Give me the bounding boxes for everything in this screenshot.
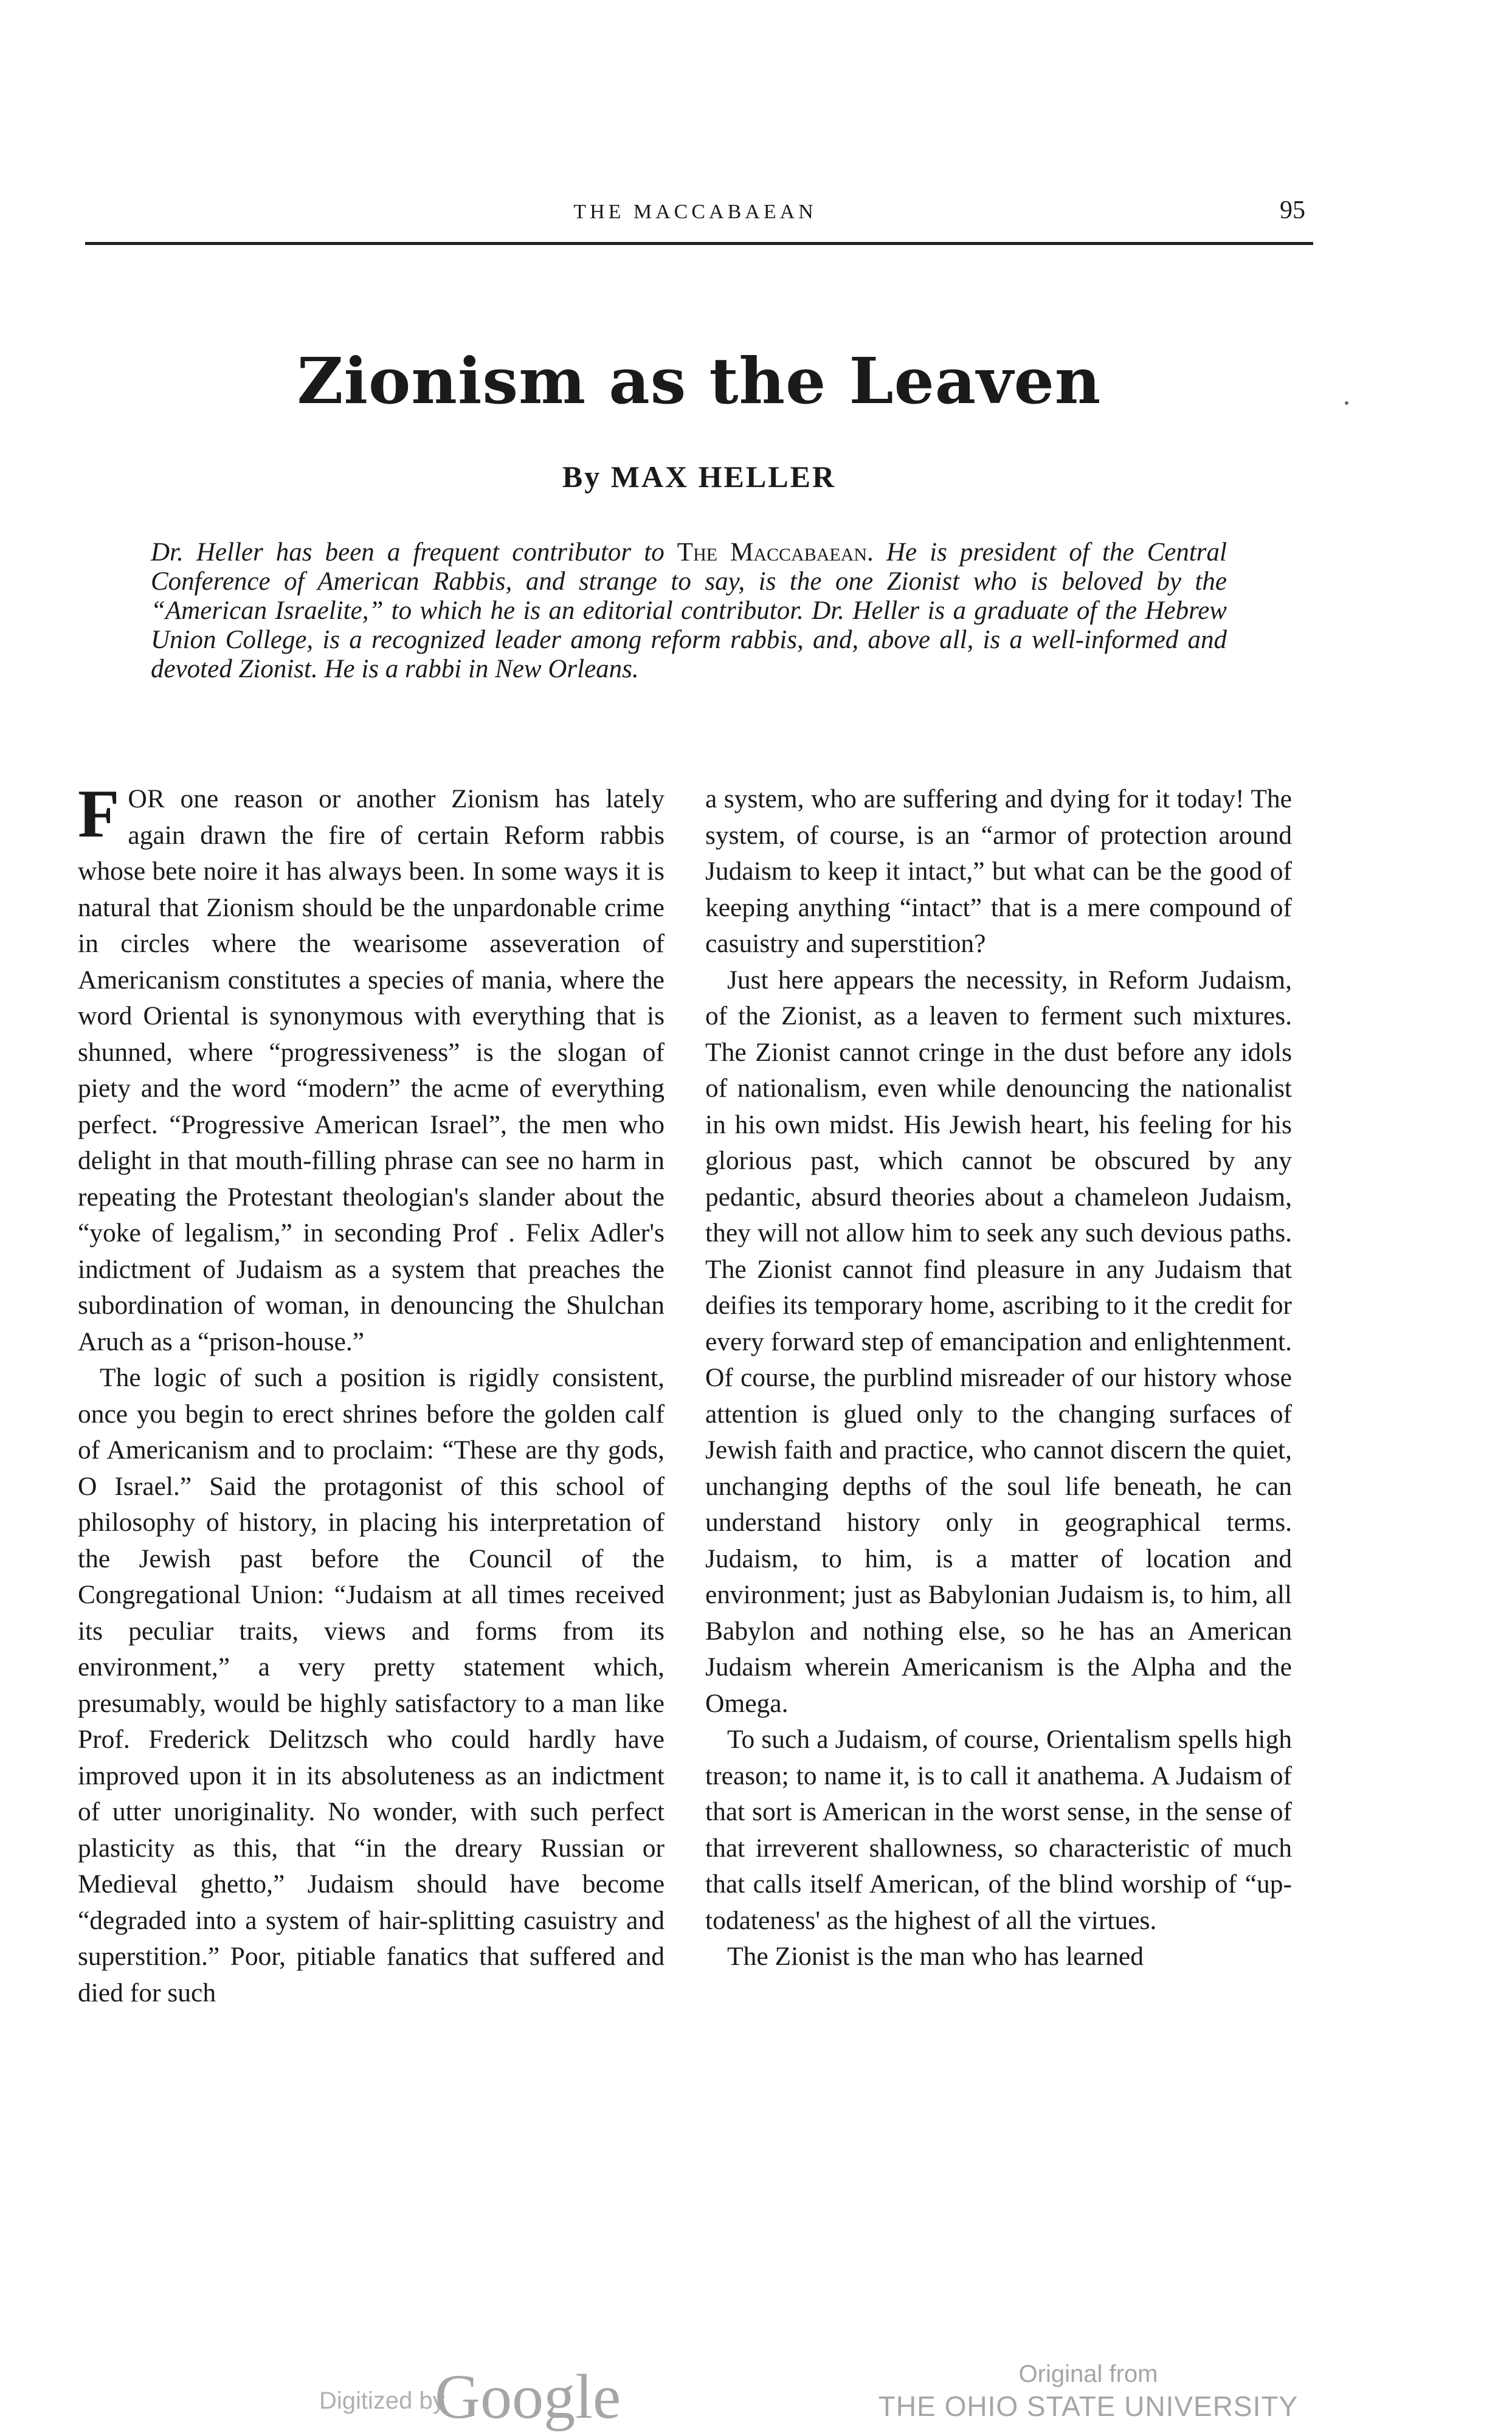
page-number: 95 — [1280, 196, 1305, 224]
drop-cap: F — [78, 776, 120, 852]
digitized-by-watermark — [319, 2356, 623, 2432]
byline: By MAX HELLER — [562, 460, 837, 494]
header-rule — [85, 242, 1313, 245]
editorial-intro — [151, 538, 1227, 684]
paragraph-1-text: OR one reason or another Zionism has lately again drawn the fire of certain Reform rabbis whose bete noire it has always been. In some ways it is natural that Zionism should be the unpardonable crime in circles where the wearisome asseveration of Americanism constitutes a species of mania, where the word Oriental is synonymous with everything that is shunned, where “progressiveness” is the slogan of piety and the word “modern” the acme of everything perfect. “Progressive American Israel”, the men who delight in that mouth-filling phrase can see no harm in repeating the Protestant theologian's slander about the “yoke of legalism,” in seconding Prof . Felix Adler's indictment of Judaism as a system that preaches the subordination of woman, in denouncing the Shulchan Aruch as a “prison-house.” — [78, 784, 665, 1356]
running-title: THE MACCABAEAN — [573, 201, 817, 223]
digitized-by-label: Digitized by — [319, 2387, 445, 2414]
university-label: THE OHIO STATE UNIVERSITY — [878, 2390, 1299, 2422]
paragraph-4: To such a Judaism, of course, Orientalism spells high treason; to name it, is to call it anathema. A Judaism of that sort is American in the worst sense, in the sense of that irreverent shallowness, so characteristic of much that calls itself American, of the blind worship of “up-todateness' as the highest of all the virtues. — [705, 1725, 1292, 1935]
article-title: Zionism as the Leaven — [297, 343, 1102, 418]
paragraph-1 — [78, 776, 665, 1360]
original-from-label: Original from — [1018, 2361, 1158, 2387]
source-watermark — [875, 2359, 1301, 2423]
paragraph-2: The logic of such a position is rigidly consistent, once you begin to erect shrines before the golden calf of Americanism and to proclaim: “These are thy gods, O Israel.” Said the protagonist of this school of philosophy of history, in placing his interpretation of the Jewish past before the Council of the Congregational Union: “Judaism at all times received its peculiar traits, views and forms from its environment,” a very pretty statement which, presumably, would be highly satisfactory to a man like Prof. Frederick Delitzsch who could hardly have improved upon it in its absoluteness as an indictment of utter unoriginality. No wonder, with such perfect plasticity as this, that “in the dreary Russian or Medieval ghetto,” Judaism should have become “degraded into a system of hair-splitting casuistry and superstition.” Poor, pitiable fanatics that suffered and died for such — [78, 1363, 665, 2007]
running-head — [85, 196, 1305, 237]
paragraph-5: The Zionist is the man who has learned — [727, 1942, 1144, 1971]
intro-text-2: He is president of the Central Conference of American Rabbis, and strange to say, is the one Zionist who is beloved by the “American Israelite,” to which he is an editorial contributor. Dr. Heller is a graduate of the Hebrew Union College, is a recognized leader among reform rabbis, and, above all, is a well-informed and devoted Zionist. He is a rabbi in New Orleans. — [151, 538, 1227, 683]
publication-name: The Maccabaean. — [677, 538, 874, 567]
google-logo: Google — [435, 2362, 621, 2432]
stray-mark — [1345, 401, 1348, 405]
left-column — [78, 776, 665, 2011]
intro-text-1: Dr. Heller has been a frequent contributor to — [151, 538, 677, 567]
paragraph-continued: a system, who are suffering and dying for it today! The system, of course, is an “armor of protection around Judaism to keep it intact,” but what can be the good of keeping anything “intact” that is a mere compound of casuistry and superstition? — [705, 784, 1292, 958]
paragraph-3: Just here appears the necessity, in Reform Judaism, of the Zionist, as a leaven to ferment such mixtures. The Zionist cannot cringe in the dust before any idols of nationalism, even while denouncing the nationalist in his own midst. His Jewish heart, his feeling for his glorious past, which cannot be obscured by any pedantic, absurd theories about a chameleon Judaism, they will not allow him to seek any such devious paths. The Zionist cannot find pleasure in any Judaism that deifies its temporary home, ascribing to it the credit for every forward step of emancipation and enlightenment. Of course, the purblind misreader of our history whose attention is glued only to the changing surfaces of Jewish faith and practice, who cannot discern the quiet, unchanging depths of the soul life beneath, he can understand history only in geographical terms. Judaism, to him, is a matter of location and environment; just as Babylonian Judaism is, to him, all Babylon and nothing else, so he has an American Judaism wherein Americanism is the Alpha and the Omega. — [705, 965, 1292, 1718]
right-column — [705, 781, 1292, 1975]
